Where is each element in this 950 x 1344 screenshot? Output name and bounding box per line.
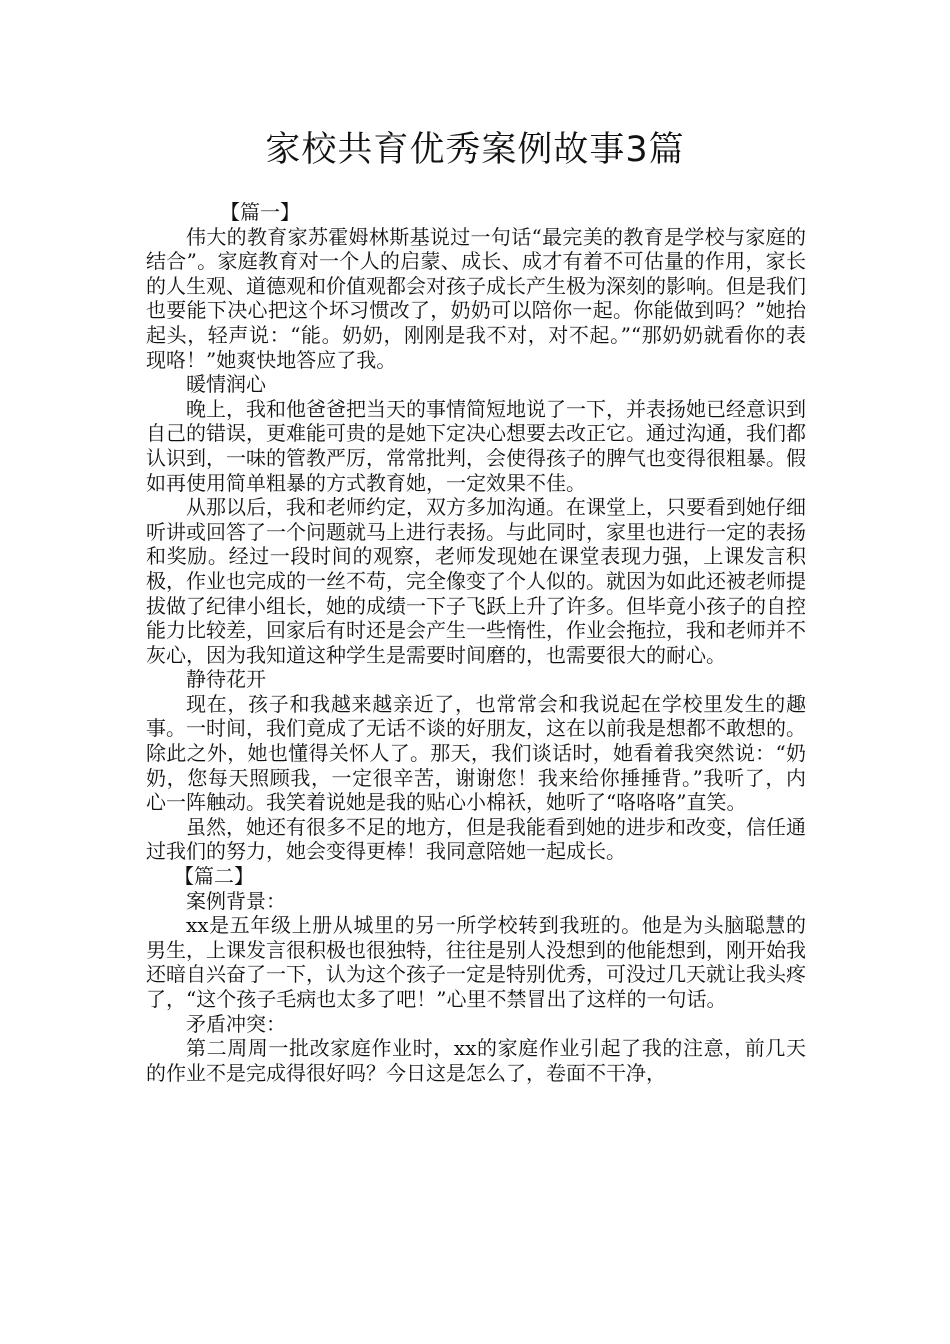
paragraph-intro: 伟大的教育家苏霍姆林斯基说过一句话“最完美的教育是学校与家庭的结合”。家庭教育对一个人的启蒙、成长、成才有着不可估量的作用，家长的人生观、道德观和价值观都会对孩子成长产生极为深刻的影响。但是我们也要能下决心把这个坏习惯改了，奶奶可以陪你一起。你能做到吗？”她抬起头，轻声说：“能。奶奶，刚刚是我不对，对不起。”“那奶奶就看你的表现咯！”她爽快地答应了我。 (146, 224, 806, 372)
paragraph-closer-now: 现在，孩子和我越来越亲近了，也常常会和我说起在学校里发生的趣事。一时间，我们竟成了无话不谈的好朋友，这在以前我是想都不敢想的。除此之外，她也懂得关怀人了。那天，我们谈话时，她看着我突然说：“奶奶，您每天照顾我，一定很辛苦，谢谢您！我来给你捶捶背。”我听了，内心一阵触动。我笑着说她是我的贴心小棉袄，她听了“咯咯咯”直笑。 (146, 691, 806, 815)
section-label-part-two: 【篇二】 (174, 864, 254, 889)
paragraph-new-student: xx是五年级上册从城里的另一所学校转到我班的。他是为头脑聪慧的男生，上课发言很积极也很独特，往往是别人没想到的他能想到，刚开始我还暗自兴奋了一下，认为这个孩子一定是特别优秀，可没过几天就让我头疼了，“这个孩子毛病也太多了吧！”心里不禁冒出了这样的一句话。 (146, 913, 806, 1011)
subheading-warm-heart: 暖情润心 (186, 372, 266, 397)
paragraph-homework: 第二周周一批改家庭作业时，xx的家庭作业引起了我的注意，前几天的作业不是完成得很好吗？今日这是怎么了，卷面不干净， (146, 1036, 806, 1085)
paragraph-evening-talk: 晚上，我和他爸爸把当天的事情简短地说了一下，并表扬她已经意识到自己的错误，更难能可贵的是她下定决心想要去改正它。通过沟通，我们都认识到，一味的管教严厉，常常批判，会使得孩子的脾气也变得很粗暴。假如再使用简单粗暴的方式教育她，一定效果不佳。 (146, 396, 806, 495)
section-label-part-one: 【篇一】 (220, 200, 300, 224)
paragraph-teacher-agreement: 从那以后，我和老师约定，双方多加沟通。在课堂上，只要看到她仔细听讲或回答了一个问题就马上进行表扬。与此同时，家里也进行一定的表扬和奖励。经过一段时间的观察，老师发现她在课堂表现力强，上课发言积极，作业也完成的一丝不苟，完全像变了个人似的。就因为如此还被老师提拔做了纪律小组长，她的成绩一下子飞跃上升了许多。但毕竟小孩子的自控能力比较差，回家后有时还是会产生一些惰性，作业会拖拉，我和老师并不灰心，因为我知道这种学生是需要时间磨的，也需要很大的耐心。 (146, 495, 806, 667)
document-title: 家校共育优秀案例故事3篇 (265, 130, 685, 170)
subheading-conflict: 矛盾冲突： (186, 1011, 286, 1036)
paragraph-progress: 虽然，她还有很多不足的地方，但是我能看到她的进步和改变，信任通过我们的努力，她会变得更棒！我同意陪她一起成长。 (146, 814, 806, 864)
subheading-case-background: 案例背景： (186, 888, 286, 913)
document-body (146, 200, 806, 1085)
subheading-waiting-bloom: 静待花开 (186, 667, 266, 692)
